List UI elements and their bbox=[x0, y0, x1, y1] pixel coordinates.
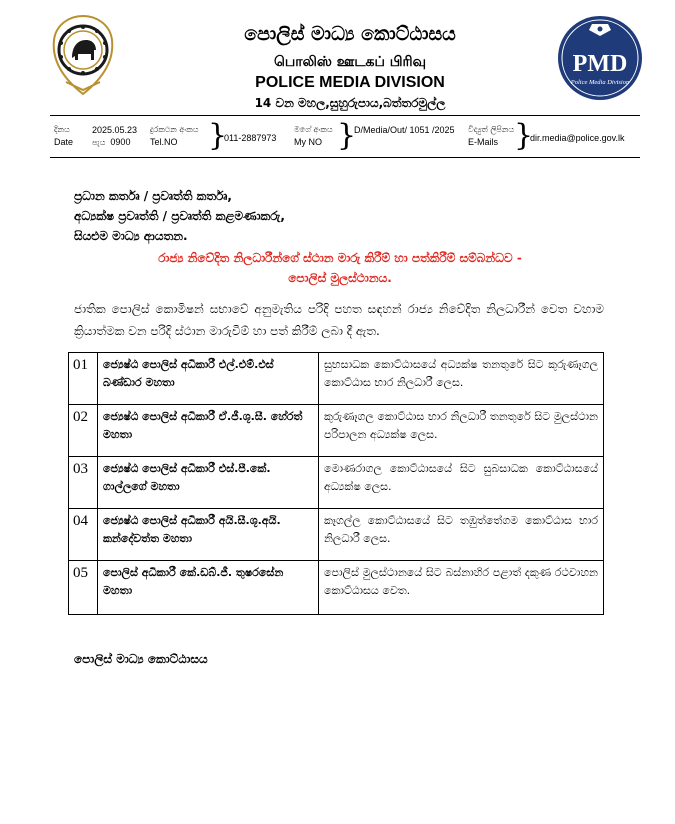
letterhead bbox=[150, 22, 550, 112]
transfer-detail: කෑගල්ල කොට්ඨාසයේ සිට තඹුත්තේගම කොට්ඨාස භාර නිලධාරී ලෙස. bbox=[319, 509, 604, 561]
addressee-line: ප්‍රධාන කර්තෘ / ප්‍රවෘත්ති කර්තෘ, bbox=[74, 189, 232, 203]
table-row bbox=[69, 457, 604, 509]
tel-value: 011-2887973 bbox=[224, 133, 277, 143]
email-label: විද්‍යුත් ලිපිනය E-Mails bbox=[468, 125, 515, 147]
time-label: පැය bbox=[92, 138, 106, 147]
date-label: දිනය Date bbox=[54, 125, 74, 147]
date-value: 2025.05.23 පැය 0900 bbox=[92, 125, 138, 147]
org-name-english: POLICE MEDIA DIVISION bbox=[255, 74, 445, 91]
transfer-detail: පොලිස් මුලස්ථානයේ සිට බස්නාහිර පළාත් දකුණ රථවාහන කොට්ඨාසය වෙත. bbox=[319, 561, 604, 615]
header-rule-top bbox=[50, 115, 640, 116]
brace-divider: } bbox=[514, 118, 534, 153]
my-no-label: මගේ අංකය My NO bbox=[294, 125, 333, 147]
org-address: 14 වන මහල,සුහුරුපාය,බත්තරමුල්ල bbox=[254, 96, 446, 110]
my-no-value: D/Media/Out/ 1051 /2025 bbox=[354, 125, 455, 135]
pmd-logo-caption: Police Media Division bbox=[570, 79, 630, 86]
table-row bbox=[69, 353, 604, 405]
transfer-detail: සුභසාධක කොට්ඨාසයේ අධ්‍යක්ෂ තනතුරේ සිට කුරුණෑගල කොට්ඨාස භාර නිලධාරී ලෙස. bbox=[319, 353, 604, 405]
brace-divider: } bbox=[208, 118, 228, 153]
officer-name: ජ්‍යෙෂ්ඨ පොලිස් අධිකාරී එස්.පී.කේ. ගාල්ලගේ මහතා bbox=[98, 457, 319, 509]
pmd-logo-icon bbox=[556, 14, 644, 102]
header-rule-bottom bbox=[50, 157, 640, 158]
email-value[interactable]: dir.media@police.gov.lk bbox=[530, 133, 625, 143]
row-number: 05 bbox=[69, 561, 98, 615]
subject-heading: රාජ්‍ය නිවේදිත නිලධාරීන්ගේ ස්ථාන මාරු කිරීම් හා පත්කිරීම් සම්බන්ධව - පොලිස් මුලස්ථානය. bbox=[158, 251, 522, 285]
transfer-detail: කුරුණෑගල කොට්ඨාස භාර නිලධාරී තනතුරේ සිට මුලස්ථාන පරිපාලන අධ්‍යක්ෂ ලෙස. bbox=[319, 405, 604, 457]
row-number: 02 bbox=[69, 405, 98, 457]
row-number: 03 bbox=[69, 457, 98, 509]
officer-name: ජ්‍යෙෂ්ඨ පොලිස් අධිකාරී එල්.එම්.එස් බණ්ඩාර මහතා bbox=[98, 353, 319, 405]
addressee-line: අධ්‍යක්ෂ ප්‍රවෘත්ති / ප්‍රවෘත්ති කළමණාකරු, bbox=[74, 209, 285, 223]
police-emblem-icon bbox=[48, 14, 118, 96]
transfer-table bbox=[68, 352, 604, 615]
body-paragraph: ජාතික පොලිස් කොමිෂන් සභාවේ අනුමැතිය පරිදි පහත සඳහන් රාජ්‍ය නිවේදිත නිලධාරීන් වෙත වහාම ක්‍රියාත්මක වන පරිදි ස්ථාන මාරුවීම් හා පත් කිරීම් ලබා දී ඇත. bbox=[74, 302, 604, 338]
org-name-sinhala: පොලිස් මාධ්‍ය කොට්ඨාසය bbox=[244, 23, 456, 45]
org-name-tamil: பொலிஸ் ஊடகப் பிரிவு bbox=[273, 54, 427, 70]
officer-name: ජ්‍යෙෂ්ඨ පොලිස් අධිකාරී ඒ.ජී.ශූ.සී. හේරත් මහතා bbox=[98, 405, 319, 457]
row-number: 04 bbox=[69, 509, 98, 561]
transfer-detail: මොණරාගල කොට්ඨාසයේ සිට සුබසාධක කොට්ඨාසයේ අධ්‍යක්ෂ ලෙස. bbox=[319, 457, 604, 509]
addressee-block bbox=[74, 186, 285, 246]
addressee-line: සියළුම මාධ්‍ය ආයතන. bbox=[74, 229, 188, 243]
officer-name: ජ්‍යෙෂ්ඨ පොලිස් අධිකාරී අයි.සී.ශූ.අයි. කන්දේවත්ත මහතා bbox=[98, 509, 319, 561]
time-value: 0900 bbox=[110, 137, 131, 147]
table-row bbox=[69, 509, 604, 561]
row-number: 01 bbox=[69, 353, 98, 405]
pmd-logo-text: PMD bbox=[572, 51, 628, 77]
brace-divider: } bbox=[337, 118, 357, 153]
signature-block: පොලිස් මාධ්‍ය කොට්ඨාසය bbox=[74, 652, 208, 666]
officer-name: පොලිස් අධිකාරී කේ.ඩබ්.ජී. තුෂරසේන මහතා bbox=[98, 561, 319, 615]
table-row bbox=[69, 561, 604, 615]
tel-label: දුරකථන අංකය Tel.NO bbox=[150, 125, 199, 147]
table-row bbox=[69, 405, 604, 457]
